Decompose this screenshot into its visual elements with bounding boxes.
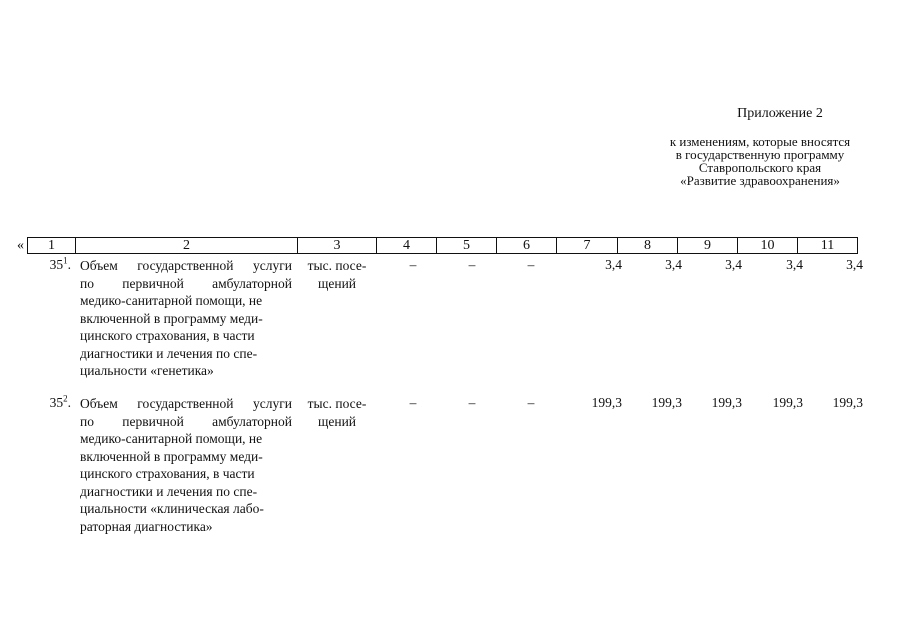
row-col-10: 199,3 (772, 395, 803, 410)
row-col-4: – (409, 257, 417, 272)
row-col-9: 3,4 (725, 257, 742, 272)
desc-line: цинского страхования, в части (80, 328, 255, 343)
header-cell-1: 1 (28, 238, 76, 254)
open-quote-mark: « (17, 238, 24, 253)
row-col-6: – (527, 257, 535, 272)
appendix-subtitle (640, 135, 880, 187)
header-cell-5: 5 (437, 238, 497, 254)
desc-line: раторная диагностика» (80, 518, 213, 534)
header-cell-3: 3 (298, 238, 377, 254)
appendix-subtitle-line: к изменениям, которые вносятся (669, 134, 851, 149)
header-cell-10: 10 (738, 238, 798, 254)
desc-line: цинского страхования, в части (80, 466, 255, 481)
appendix-subtitle-line: в государственную программу (675, 147, 845, 162)
appendix-title: Приложение 2 (737, 106, 823, 121)
row-col-10: 3,4 (786, 257, 803, 272)
desc-line: включенной в программу меди- (80, 448, 263, 464)
header-cell-6: 6 (497, 238, 557, 254)
row-col-4: – (409, 395, 417, 410)
unit-line: тыс. посе- (307, 396, 367, 411)
row-description (80, 395, 292, 535)
row-col-11: 199,3 (832, 395, 863, 410)
row-col-6: – (527, 395, 535, 410)
desc-line: медико-санитарной помощи, не (80, 431, 263, 446)
row-unit (298, 395, 376, 430)
column-number-header (27, 237, 858, 254)
desc-line: медико-санитарной помощи, не (80, 293, 263, 308)
unit-line: тыс. посе- (307, 258, 367, 273)
header-cell-11: 11 (798, 238, 858, 254)
unit-line: щений (317, 275, 357, 291)
row-number: $35^2$. (49, 393, 71, 410)
row-col-7: 3,4 (605, 257, 622, 272)
header-cell-8: 8 (618, 238, 678, 254)
header-cell-7: 7 (557, 238, 618, 254)
appendix-subtitle-line: «Развитие здравоохранения» (680, 173, 840, 188)
row-col-5: – (468, 257, 476, 272)
row-description (80, 257, 292, 380)
desc-line: диагностики и лечения по спе- (80, 483, 258, 499)
desc-line: Объем государственной услуги (80, 396, 292, 411)
row-col-9: 199,3 (711, 395, 742, 410)
row-col-7: 199,3 (591, 395, 622, 410)
desc-line: циальности «генетика» (80, 363, 214, 378)
row-number: $35^1$. (49, 255, 71, 272)
row-unit (298, 257, 376, 292)
header-cell-4: 4 (377, 238, 437, 254)
row-col-5: – (468, 395, 476, 410)
unit-line: щений (317, 413, 357, 429)
desc-line: по первичной амбулаторной (80, 275, 292, 291)
desc-line: включенной в программу меди- (80, 310, 263, 326)
header-cell-2: 2 (76, 238, 298, 254)
row-col-8: 3,4 (665, 257, 682, 272)
desc-line: циальности «клиническая лабо- (80, 501, 264, 516)
desc-line: Объем государственной услуги (80, 258, 292, 273)
desc-line: диагностики и лечения по спе- (80, 345, 258, 361)
row-col-11: 3,4 (846, 257, 863, 272)
header-cell-9: 9 (678, 238, 738, 254)
desc-line: по первичной амбулаторной (80, 413, 292, 429)
row-col-8: 199,3 (651, 395, 682, 410)
appendix-subtitle-line: Ставропольского края (698, 160, 822, 175)
